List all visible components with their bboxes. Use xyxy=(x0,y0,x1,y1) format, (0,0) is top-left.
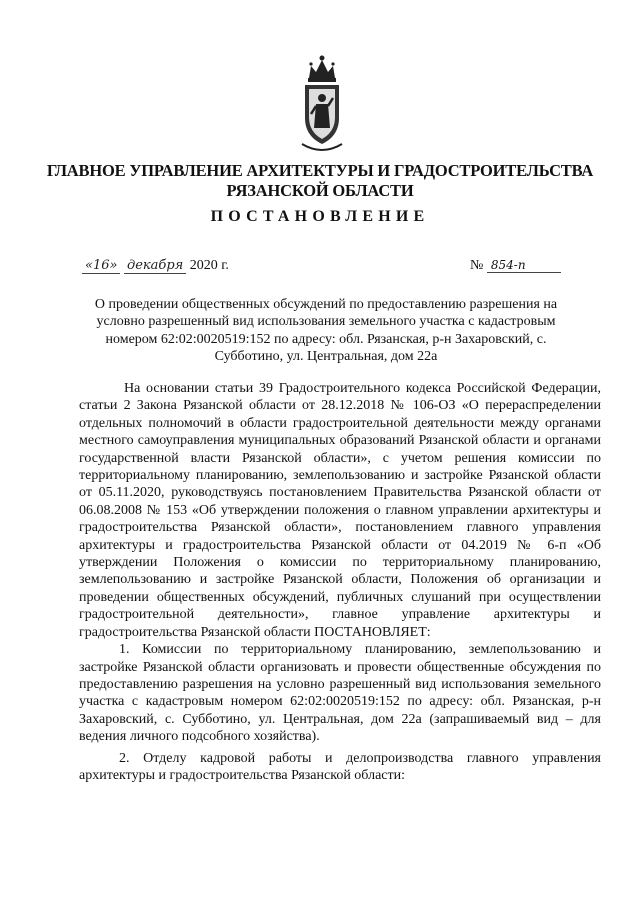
clause-2: 2. Отделу кадровой работы и делопроизводства главного управления архитектуры и градостроительства Рязанской области: xyxy=(79,750,601,783)
preamble-paragraph: На основании статьи 39 Градостроительного кодекса Российской Федерации, статьи 2 Закона Рязанской области от 28.12.2018 № 106-ОЗ «О перераспределении отдельных полномочий в области градостроительной деятельности между органами местного самоуправления муниципальных образований Рязанской области и органами государственной власти Рязанской области», с учетом решения комиссии по территориальному планированию, землепользованию и застройке Рязанской области от 05.11.2020, руководствуясь постановлением Правительства Рязанской области от 06.08.2008 № 153 «Об утверждении положения о главном управлении архитектуры и градостроительства Рязанской области», постановлением главного управления архитектуры и градостроительства Рязанской области от 04.2019 № 6-п «Об утверждении Положения о комиссии по территориальному планированию, землепользованию и застройке Рязанской области, Положения об организации и проведении общественных обсуждений, публичных слушаний при осуществлении градостроительной деятельности», главное управление архитектуры и градостроительства Рязанской области ПОСТАНОВЛЯЕТ: xyxy=(79,381,601,640)
document-subject: О проведении общественных обсуждений по предоставлению разрешения на условно разрешенный вид использования земельного участка с кадастровым номером 62:02:0020519:152 по адресу: обл. Рязанская, р-н Захаровский, с. Субботино, ул. Центральная, дом 22а xyxy=(94,297,558,365)
date-month: декабря xyxy=(124,258,186,274)
date-day: «16» xyxy=(82,258,120,274)
ryazan-coat-of-arms-icon xyxy=(297,52,347,156)
organization-name-line1: ГЛАВНОЕ УПРАВЛЕНИЕ АРХИТЕКТУРЫ И ГРАДОСТРОИТЕЛЬСТВА xyxy=(46,161,594,180)
organization-name-line2: РЯЗАНСКОЙ ОБЛАСТИ xyxy=(226,181,414,200)
number-label: № xyxy=(470,258,484,273)
document-number xyxy=(470,258,561,274)
clause-1: 1. Комиссии по территориальному планированию, землепользованию и застройке Рязанской области организовать и провести общественные обсуждения по предоставлению разрешения на условно разрешенный вид использования земельного участка с кадастровым номером 62:02:0020519:152 по адресу: обл. Рязанская, р-н Захаровский, с. Субботино, ул. Центральная, дом 22а (запрашиваемый вид – для ведения личного подсобного хозяйства). xyxy=(79,642,601,745)
document-body xyxy=(79,380,601,784)
document-date xyxy=(82,258,229,274)
document-type-title: ПОСТАНОВЛЕНИЕ xyxy=(210,208,430,225)
date-year: 2020 г. xyxy=(189,258,229,273)
number-value: 854-п xyxy=(487,258,561,273)
